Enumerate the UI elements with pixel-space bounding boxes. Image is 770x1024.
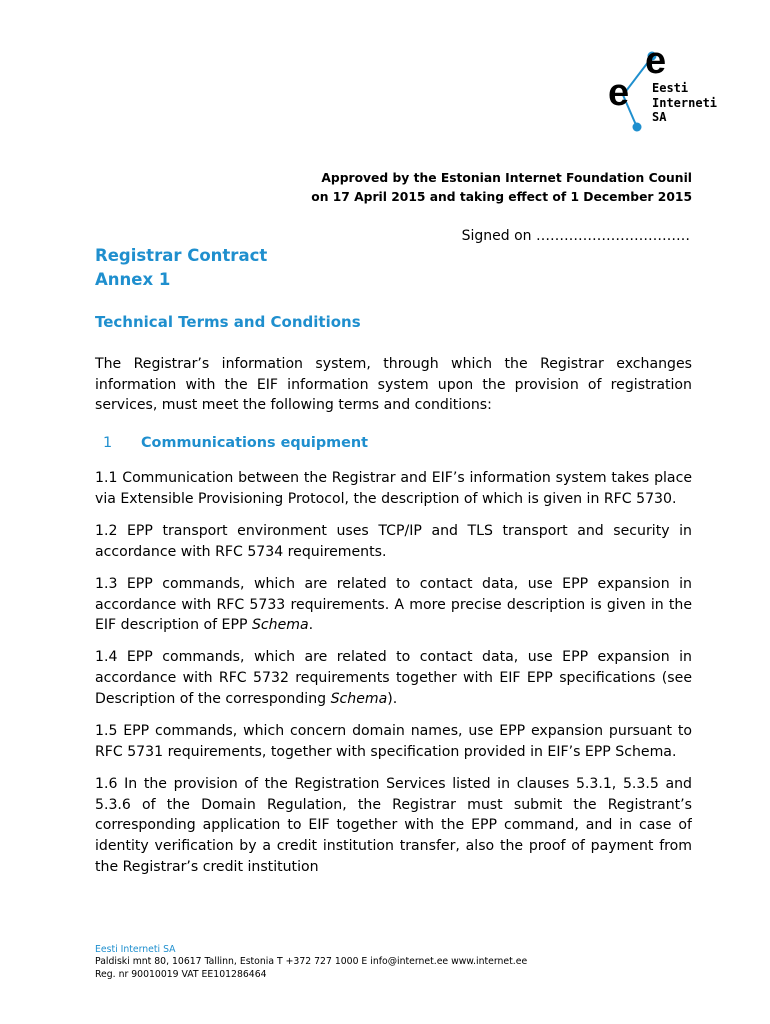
title-line-2: Annex 1 <box>95 270 171 289</box>
section-heading <box>103 435 368 451</box>
intro-paragraph: The Registrar’s information system, through which the Registrar exchanges information with the EIF information system upon the provision of registration services, must meet the following terms and conditions: <box>95 356 692 414</box>
footer-company: Eesti Interneti SA <box>95 944 176 955</box>
signed-on-line: Signed on …………………………… <box>461 228 690 244</box>
section-number: 1 <box>103 435 113 451</box>
clause-1-3-text: 1.3 EPP commands, which are related to contact data, use EPP expansion in accordance with RFC 5733 requirements. A more precise description is given in the EIF description of EPP <box>95 575 692 634</box>
document-subtitle: Technical Terms and Conditions <box>95 313 361 331</box>
clause-1-4 <box>95 647 692 709</box>
clause-1-4-text: 1.4 EPP commands, which are related to contact data, use EPP expansion in accordance with RFC 5732 requirements together with EIF EPP specifications (see Description of the corresponding <box>95 649 692 707</box>
section-title: Communications equipment <box>141 435 369 451</box>
footer-address: Paldiski mnt 80, 10617 Tallinn, Estonia T +372 727 1000 E info@internet.ee www.internet.ee <box>95 956 528 968</box>
clause-1-2: 1.2 EPP transport environment uses TCP/IP and TLS transport and security in accordance with RFC 5734 requirements. <box>95 522 692 560</box>
clause-1-4-italic: Schema <box>330 690 388 707</box>
page-footer <box>95 944 527 981</box>
clause-1-3-italic: Schema <box>251 617 309 634</box>
logo-line-1: Eesti <box>652 81 689 95</box>
clause-1-3 <box>95 574 692 636</box>
logo-wordmark <box>652 81 717 125</box>
approval-note <box>311 169 692 207</box>
footer-registry: Reg. nr 90010019 VAT EE101286464 <box>95 968 267 980</box>
document-title <box>95 244 267 292</box>
title-line-1: Registrar Contract <box>95 246 268 265</box>
svg-text:e: e <box>645 40 667 82</box>
logo-line-2: Interneti <box>652 95 718 110</box>
svg-text:e: e <box>608 72 630 114</box>
approval-line-1: Approved by the Estonian Internet Foundation Counil <box>321 171 692 185</box>
clause-1-6: 1.6 In the provision of the Registration Services listed in clauses 5.3.1, 5.3.5 and 5.3.6 of the Domain Regulation, the Registrar must submit the Registrant’s corresponding application to EIF together with the EPP command, and in case of identity verification by a credit institution transfer, also the proof of payment from the Registrar’s credit institution <box>95 775 692 875</box>
logo-line-3: SA <box>652 110 667 124</box>
clause-1-3-end: . <box>308 617 314 634</box>
clause-1-5: 1.5 EPP commands, which concern domain names, use EPP expansion pursuant to RFC 5731 requirements, together with specification provided in EIF’s EPP Schema. <box>95 723 692 760</box>
clause-list <box>95 468 692 920</box>
clause-1-4-end: ). <box>387 690 398 707</box>
clause-1-1: 1.1 Communication between the Registrar and EIF’s information system takes place via Extensible Provisioning Protocol, the description of which is given in RFC 5730. <box>95 470 692 507</box>
approval-line-2: on 17 April 2015 and taking effect of 1 December 2015 <box>311 190 692 204</box>
